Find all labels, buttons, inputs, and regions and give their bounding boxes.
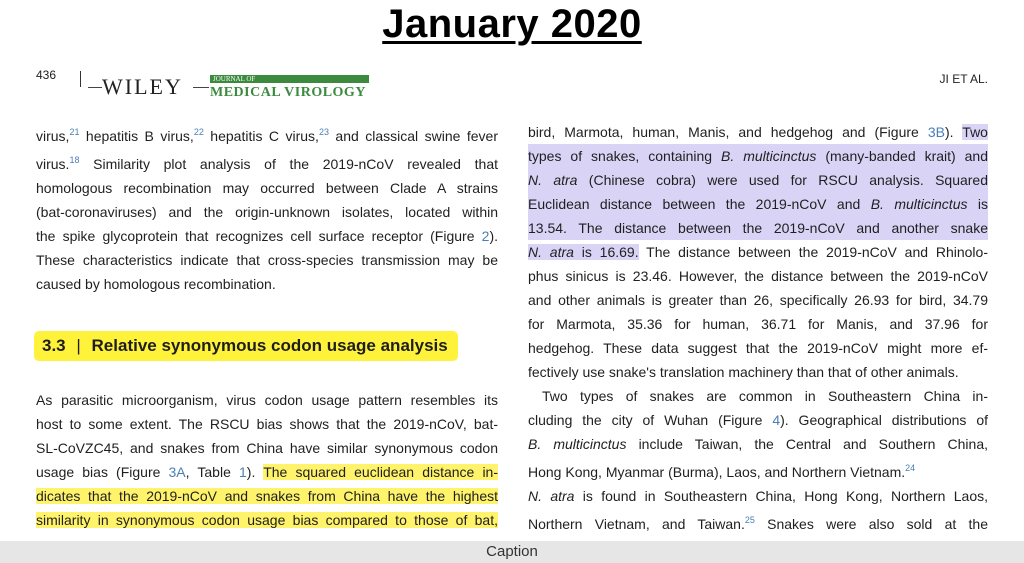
paragraph-rscu: As parasitic microorganism, virus codon usage pattern resembles its host to some extent. The RSCU bias shows that the 2019-nCoV, bat- SL-CoVZC45, and snakes from China have similar synonymous codon usage bias (Figure 3A, Table 1). The squared euclidean distance in- dicates that the 2019-nCoV and snakes from China have the highest similarity in synonymous codon usage bias compared to those of bat,	[36, 392, 499, 528]
right-column	[528, 120, 988, 536]
reference-link[interactable]: 25	[744, 515, 755, 525]
banner-title: January 2020	[382, 2, 642, 46]
caption-bar[interactable]	[0, 541, 1024, 563]
highlighted-text: 13.54. The distance between the 2019-nCoV and another snake	[528, 216, 988, 240]
highlighted-text: dicates that the 2019-nCoV and snakes from China have the highest	[36, 488, 498, 504]
highlighted-text: Two	[962, 124, 988, 140]
paragraph-rscu-distance: bird, Marmota, human, Manis, and hedgehog and (Figure 3B). Two types of snakes, containing B. multicinctus (many-banded krait) and N. atra (Chinese cobra) were used for RSCU analysis. Squared Euclidean distance between the 2019-nCoV and B. multicinctus is 13.54. The distance between the 2019-nCoV and another snake N. atra is 16.69. The distance between the 2019-nCoV and Rhinolo- phus sinicus is 23.46. However, the distance between the 2019-nCoV and other animals is greater than 26, specifically 26.93 for bird, 34.79 for Marmota, 35.36 for human, 36.71 for Manis, and 37.96 for hedgehog. These data suggest that the 2019-nCoV might more ef- fectively use snake's translation machinery than that of other animals.	[528, 124, 989, 380]
highlighted-text: N. atra (Chinese cobra) were used for RSCU analysis. Squared	[528, 168, 988, 192]
page-number: 436	[36, 68, 57, 82]
figure-link[interactable]: 3B	[927, 124, 945, 140]
logo-rule-right	[193, 87, 209, 88]
publisher-logo: WILEY	[102, 74, 183, 99]
highlighted-text: Euclidean distance between the 2019-nCoV and B. multicinctus is	[528, 192, 988, 216]
section-title: Relative synonymous codon usage analysis	[91, 336, 448, 355]
video-title-banner	[0, 0, 1024, 52]
logo-rule-left	[88, 87, 102, 88]
journal-name: MEDICAL VIROLOGY	[210, 85, 366, 100]
journal-of-label: JOURNAL OF	[210, 75, 369, 83]
left-column-lower	[36, 388, 498, 532]
caption-label: Caption	[486, 543, 538, 560]
reference-link[interactable]: 22	[193, 127, 204, 137]
running-head: JI ET AL.	[939, 72, 988, 86]
highlighted-text: similarity in synonymous codon usage bias compared to those of bat,	[36, 512, 498, 528]
figure-link[interactable]: 4	[772, 412, 781, 428]
left-column	[36, 120, 498, 296]
header-divider	[80, 71, 81, 87]
section-number: 3.3	[42, 336, 66, 355]
section-separator: |	[76, 336, 81, 355]
reference-link[interactable]: 24	[905, 463, 916, 473]
paragraph-snake-distribution: Two types of snakes are common in Southeastern China in- cluding the city of Wuhan (Figure 4). Geographical distributions of B. multicinctus include Taiwan, the Central and Southern China, Hong Kong, Myanmar (Burma), Laos, and Northern Vietnam.$^{24}$ N. atra is found in Southeastern China, Hong Kong, Northern Laos, Northern Vietnam, and Taiwan.$^{25}$ Snakes were also sold at the	[528, 388, 989, 532]
highlighted-text: types of snakes, containing B. multicinctus (many-banded krait) and	[528, 144, 988, 168]
highlighted-text: The squared euclidean distance in-	[263, 464, 499, 480]
reference-link[interactable]: 18	[69, 155, 80, 165]
highlighted-text: N. atra is 16.69.	[528, 244, 639, 260]
table-link[interactable]: 1	[238, 464, 247, 480]
reference-link[interactable]: 21	[69, 127, 80, 137]
paragraph-recombination: virus,$^{21}$ hepatitis B virus,$^{22}$ hepatitis C virus,$^{23}$ and classical swine fever virus.$^{18}$ Similarity plot analysis of the 2019-nCoV revealed that homologous recombination may occurred between Clade A strains (bat-coronaviruses) and the origin-unknown isolates, located within the spike glycoprotein that recognizes cell surface receptor (Figure 2). These characteristics indicate that cross-species transmission may be caused by homologous recombination.	[36, 127, 498, 292]
figure-link[interactable]: 2	[481, 228, 490, 244]
figure-link[interactable]: 3A	[168, 464, 186, 480]
journal-header	[36, 66, 990, 106]
reference-link[interactable]: 23	[318, 127, 329, 137]
section-heading	[36, 336, 456, 356]
